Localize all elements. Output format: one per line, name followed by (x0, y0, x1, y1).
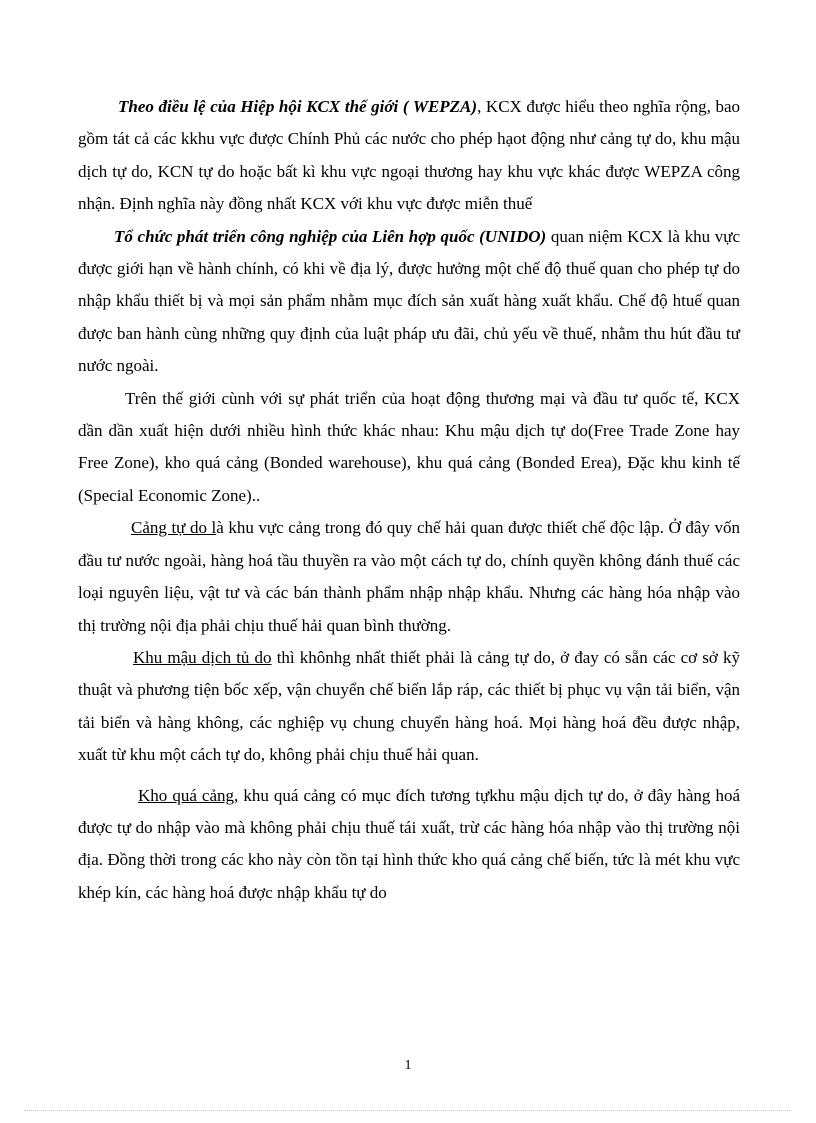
free-trade-zone-text: thì khônhg nhất thiết phải là cảng tự do, ở đay có sẵn các cơ sở kỹ thuật và phương tiện bốc xếp, vận chuyển chế biến lắp ráp, các thiết bị phục vụ vận tải biển, vận tải biển và hàng không, các nghiệp vụ chung chuyển hàng hoá. Mọi hàng hoá đều được nhập, xuất từ khu một cách tự do, không phải chịu thuế hải quan. (78, 647, 741, 765)
free-trade-zone-heading: Khu mậu dịch tủ do (133, 647, 272, 667)
unido-definition-text: quan niệm KCX là khu vực được giới hạn về hành chính, có khi về địa lý, được hưởng một chế độ thuế quan cho phép tự do nhập khẩu thiết bị và mọi sản phẩm nhằm mục đích sản xuất hàng xuất khẩu. Chế độ htuế quan được ban hành cùng những quy định của luật pháp ưu đãi, chủ yếu về thuế, nhằm thu hút đầu tư nước ngoài. (78, 226, 740, 376)
wepza-definition-text: , KCX được hiểu theo nghĩa rộng, bao gồm tát cả các kkhu vực được Chính Phủ các nước cho phép hạot động như cảng tự do, khu mậu dịch tự do, KCN tự do hoặc bất kì khu vực ngoại thương hay khu vực khác được WEPZA công nhận. Định nghĩa này đồng nhất KCX với khu vực được miễn thuế (78, 97, 741, 214)
unido-definition-heading: Tổ chức phát triển công nghiệp của Liên hợp quốc (UNIDO) (114, 226, 547, 246)
free-port-heading: Cảng tự do l (131, 518, 217, 538)
paragraph-free-trade-zone (78, 642, 740, 772)
wepza-definition-heading: Theo điều lệ của Hiệp hội KCX thế giới ( WEPZA) (118, 97, 478, 116)
page-number: 1 (404, 1058, 412, 1073)
paragraph-bonded-warehouse (78, 780, 740, 910)
paragraph-wepza (78, 91, 740, 221)
paragraph-free-port (78, 512, 740, 642)
bonded-warehouse-heading: Kho quá cảng (138, 785, 235, 805)
bonded-warehouse-text: , khu quá cảng có mục đích tương tựkhu mậu dịch tự do, ở đây hàng hoá được tự do nhập vào mà không phải chịu thuế tái xuất, trừ các hàng hóa nhập vào thị trường nội địa. Đồng thời trong các kho này còn tồn tại hình thức kho quá cảng chế biến, tức là mét khu vực khép kín, các hàng hoá được nhập khẩu tự do (78, 785, 740, 902)
forms-text: Trên thế giới cùnh với sự phát triển của hoạt động thương mại và đầu tư quốc tế, KCX dần dần xuất hiện dưới nhiều hình thức khác nhau: Khu mậu dịch tự do(Free Trade Zone hay Free Zone), kho quá cảng (Bonded warehouse), khu quá cảng (Bonded Erea), Đặc khu kinh tế (Special Economic Zone).. (78, 388, 740, 505)
paragraph-unido (78, 221, 740, 383)
paragraph-forms (78, 383, 740, 513)
page-bottom-divider (24, 1110, 792, 1111)
document-body (78, 91, 740, 909)
free-port-text: à khu vực cảng trong đó quy chế hải quan được thiết chế độc lập. Ở đây vốn đầu tư nước ngoài, hàng hoá tầu thuyền ra vào một cách tự do, chính quyền không đánh thuế các loại nguyên liệu, vật tư và các bán thành phẩm nhập nhập khẩu. Nhưng các hàng hóa nhập vào thị trường nội địa phải chịu thuế hải quan bình thường. (78, 518, 740, 635)
